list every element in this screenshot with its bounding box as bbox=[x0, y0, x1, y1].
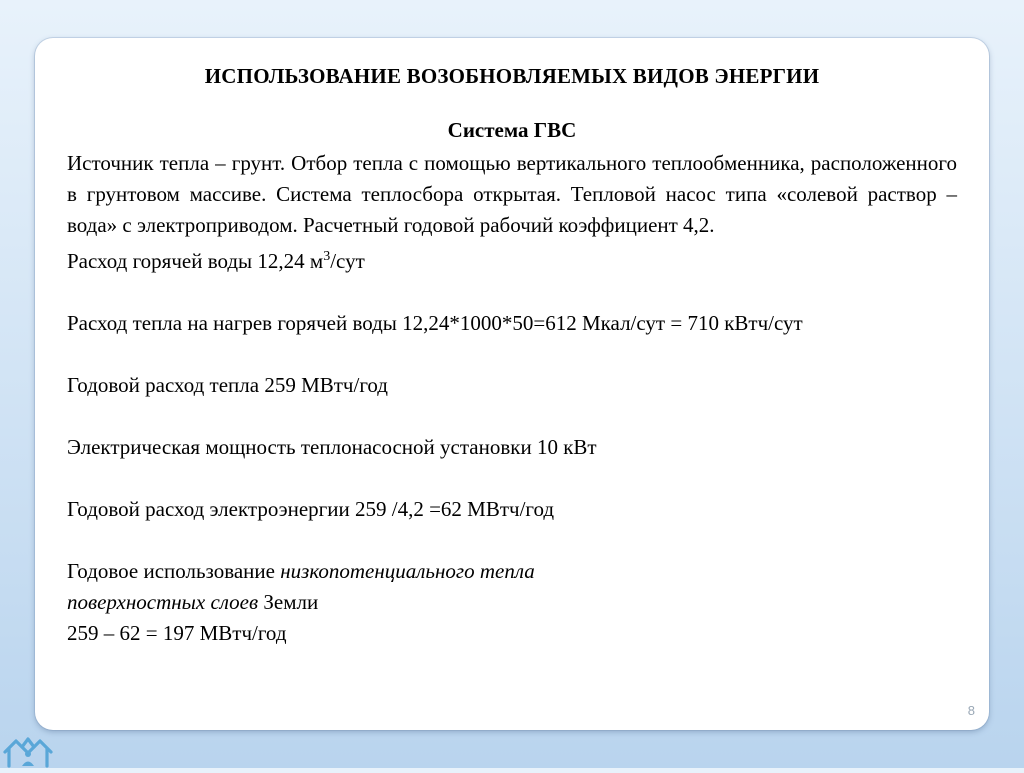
spacer bbox=[67, 277, 957, 308]
paragraph-heat-source: Источник тепла – грунт. Отбор тепла с помощью вертикального теплообменника, расположенного в грунтовом массиве. Система теплосбора открытая. Тепловой насос типа «солевой раствор – вода» с электроприводом. Расчетный годовой рабочий коэффициент 4,2. bbox=[67, 151, 957, 237]
usage-suffix: Земли bbox=[258, 590, 319, 614]
spacer bbox=[67, 525, 957, 556]
paragraph-annual-heat: Годовой расход тепла 259 МВтч/год bbox=[67, 373, 388, 397]
paragraph-electric-power: Электрическая мощность теплонасосной установки 10 кВт bbox=[67, 435, 597, 459]
houses-logo-icon bbox=[2, 730, 54, 768]
slide-card bbox=[35, 38, 989, 730]
slide-title: ИСПОЛЬЗОВАНИЕ ВОЗОБНОВЛЯЕМЫХ ВИДОВ ЭНЕРГИИ bbox=[204, 64, 820, 88]
paragraph-heat-flow: Расход тепла на нагрев горячей воды 12,24*1000*50=612 Мкал/сут = 710 кВтч/сут bbox=[67, 311, 803, 335]
paragraph-usage bbox=[67, 556, 957, 587]
water-flow-superscript: 3 bbox=[323, 249, 331, 264]
spacer bbox=[67, 401, 957, 432]
paragraph-usage-line-2 bbox=[67, 587, 957, 618]
spacer bbox=[67, 339, 957, 370]
usage-italic-first: низкопотенциального тепла bbox=[280, 559, 535, 583]
slide-subtitle: Система ГВС bbox=[447, 118, 577, 142]
usage-italic-second: поверхностных слоев bbox=[67, 590, 259, 614]
paragraph-usage-result: 259 – 62 = 197 МВтч/год bbox=[67, 621, 287, 645]
page-number: 8 bbox=[967, 703, 975, 718]
spacer bbox=[67, 463, 957, 494]
water-flow-text: Расход горячей воды 12,24 м bbox=[67, 249, 324, 273]
slide-body bbox=[67, 148, 957, 649]
water-flow-unit: /сут bbox=[330, 249, 365, 273]
usage-prefix: Годовое использование bbox=[67, 559, 281, 583]
paragraph-water-flow bbox=[67, 241, 957, 277]
paragraph-annual-electricity: Годовой расход электроэнергии 259 /4,2 =62 МВтч/год bbox=[67, 497, 555, 521]
